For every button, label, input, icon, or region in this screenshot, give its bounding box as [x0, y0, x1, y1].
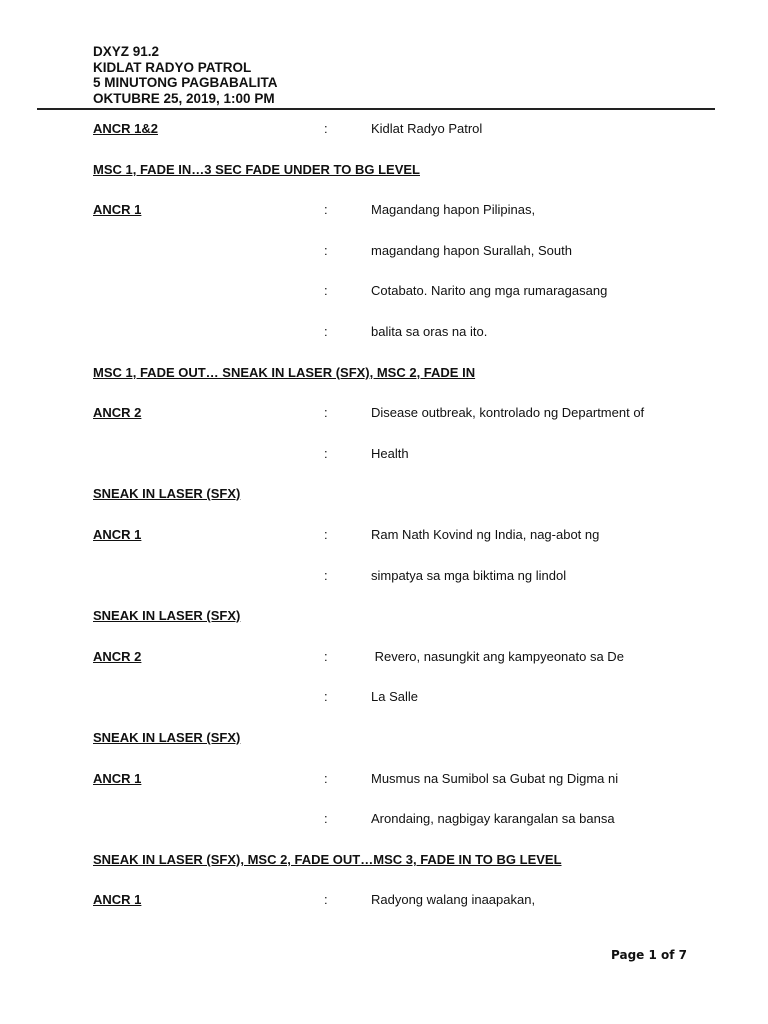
dialogue-line [0, 283, 768, 303]
production-cue: SNEAK IN LASER (SFX), MSC 2, FADE OUT…MSC 3, FADE IN TO BG LEVEL [93, 852, 562, 867]
dialogue-text: Revero, nasungkit ang kampyeonato sa De [371, 649, 624, 664]
production-cue: MSC 1, FADE OUT… SNEAK IN LASER (SFX), MSC 2, FADE IN [93, 365, 476, 380]
dialogue-text: Kidlat Radyo Patrol [371, 121, 483, 136]
dialogue-line [0, 689, 768, 709]
production-cue: SNEAK IN LASER (SFX) [93, 486, 241, 501]
dialogue-text: Ram Nath Kovind ng India, nag-abot ng [371, 527, 600, 542]
cue-line [0, 852, 768, 872]
dialogue-line [0, 243, 768, 263]
colon-separator: : [324, 771, 328, 786]
speaker-role: ANCR 1&2 [93, 121, 159, 136]
segment-name: 5 MINUTONG PAGBABALITA [93, 75, 278, 90]
colon-separator: : [324, 649, 328, 664]
speaker-role: ANCR 1 [93, 527, 142, 542]
dialogue-line [0, 121, 768, 141]
dialogue-line [0, 324, 768, 344]
cue-line [0, 730, 768, 750]
colon-separator: : [324, 405, 328, 420]
speaker-role: ANCR 2 [93, 649, 142, 664]
cue-line [0, 486, 768, 506]
dialogue-text: Cotabato. Narito ang mga rumaragasang [371, 283, 608, 298]
dialogue-text: Arondaing, nagbigay karangalan sa bansa [371, 811, 615, 826]
dialogue-text: Health [371, 446, 409, 461]
production-cue: SNEAK IN LASER (SFX) [93, 730, 241, 745]
colon-separator: : [324, 527, 328, 542]
broadcast-date: OKTUBRE 25, 2019, 1:00 PM [93, 90, 275, 106]
dialogue-line [0, 405, 768, 425]
colon-separator: : [324, 689, 328, 704]
dialogue-line [0, 892, 768, 912]
page-number: Page 1 of 7 [611, 948, 687, 962]
dialogue-text: Musmus na Sumibol sa Gubat ng Digma ni [371, 771, 619, 786]
production-cue: MSC 1, FADE IN…3 SEC FADE UNDER TO BG LEVEL [93, 162, 420, 177]
colon-separator: : [324, 121, 328, 136]
dialogue-line [0, 811, 768, 831]
dialogue-text: La Salle [371, 689, 418, 704]
colon-separator: : [324, 568, 328, 583]
dialogue-line [0, 446, 768, 466]
colon-separator: : [324, 243, 328, 258]
colon-separator: : [324, 324, 328, 339]
dialogue-text: Radyong walang inaapakan, [371, 892, 536, 907]
cue-line [0, 162, 768, 182]
document-header [93, 44, 278, 106]
cue-line [0, 365, 768, 385]
colon-separator: : [324, 446, 328, 461]
speaker-role: ANCR 1 [93, 771, 142, 786]
speaker-role: ANCR 2 [93, 405, 142, 420]
header-divider [37, 108, 715, 110]
dialogue-line [0, 202, 768, 222]
dialogue-text: Magandang hapon Pilipinas, [371, 202, 536, 217]
dialogue-line [0, 568, 768, 588]
colon-separator: : [324, 283, 328, 298]
colon-separator: : [324, 892, 328, 907]
dialogue-line [0, 771, 768, 791]
dialogue-text: magandang hapon Surallah, South [371, 243, 572, 258]
program-name: KIDLAT RADYO PATROL [93, 59, 252, 75]
station-id: DXYZ 91.2 [93, 44, 160, 59]
dialogue-line [0, 649, 768, 669]
cue-line [0, 608, 768, 628]
dialogue-line [0, 527, 768, 547]
colon-separator: : [324, 202, 328, 217]
colon-separator: : [324, 811, 328, 826]
dialogue-text: simpatya sa mga biktima ng lindol [371, 568, 567, 583]
dialogue-text: Disease outbreak, kontrolado ng Department of [371, 405, 645, 420]
production-cue: SNEAK IN LASER (SFX) [93, 608, 241, 623]
dialogue-text: balita sa oras na ito. [371, 324, 488, 339]
speaker-role: ANCR 1 [93, 892, 142, 907]
speaker-role: ANCR 1 [93, 202, 142, 217]
